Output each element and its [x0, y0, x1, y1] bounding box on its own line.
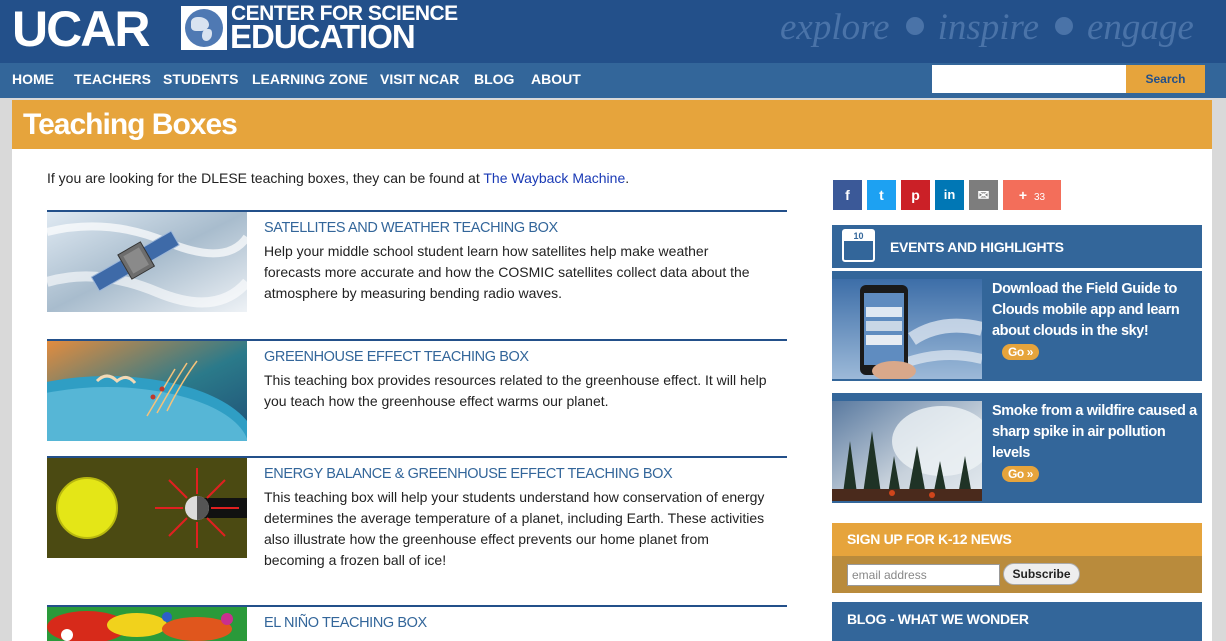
- main-nav: [0, 63, 1226, 98]
- event-text[interactable]: Download the Field Guide to Clouds mobile app and learn about clouds in the sky! Go »: [992, 281, 1180, 359]
- nav-blog[interactable]: BLOG: [474, 71, 515, 87]
- teaching-box-description: This teaching box will help your students understand how conservation of energy determines the average temperature of a planet, including Earth. These activities also illustrate how the greenhouse effect prevents our home planet from becoming a frozen ball of ice!: [264, 489, 765, 568]
- tagline-inspire: inspire: [937, 7, 1039, 48]
- clouds-app-image[interactable]: [832, 279, 982, 379]
- el-nino-thumbnail[interactable]: [47, 607, 247, 641]
- teaching-box-item: [47, 339, 787, 449]
- masthead: [0, 0, 1226, 63]
- page-title: Teaching Boxes: [23, 108, 237, 141]
- logo-center-for-text[interactable]: CENTER FOR SCIENCE: [231, 2, 458, 25]
- event-item: [832, 271, 1202, 381]
- events-heading-bar: [832, 225, 1202, 268]
- events-heading: EVENTS AND HIGHLIGHTS: [890, 239, 1064, 255]
- event-item: [832, 393, 1202, 503]
- plus-icon: +: [1018, 187, 1028, 203]
- pinterest-share-icon[interactable]: p: [901, 180, 930, 210]
- tagline: [780, 6, 1194, 49]
- email-share-icon[interactable]: ✉: [969, 180, 998, 210]
- search-button[interactable]: Search: [1126, 65, 1205, 93]
- greenhouse-thumbnail[interactable]: [47, 341, 247, 441]
- teaching-box-item: [47, 605, 787, 641]
- wayback-machine-link[interactable]: The Wayback Machine: [483, 170, 626, 186]
- email-field[interactable]: email address: [847, 564, 1000, 586]
- teaching-box-title[interactable]: GREENHOUSE EFFECT TEACHING BOX: [264, 349, 529, 365]
- signup-heading-bar: [832, 523, 1202, 556]
- signup-heading: SIGN UP FOR K-12 NEWS: [847, 531, 1012, 547]
- ucar-logo[interactable]: UCAR: [12, 1, 149, 57]
- title-band: [12, 100, 1212, 149]
- teaching-box-item: [47, 210, 787, 330]
- share-count: 33: [1033, 192, 1046, 203]
- logo-education-text[interactable]: EDUCATION: [230, 18, 415, 55]
- tagline-engage: engage: [1087, 7, 1194, 48]
- subscribe-button[interactable]: Subscribe: [1003, 563, 1080, 585]
- signup-form: [832, 556, 1202, 593]
- nav-students[interactable]: STUDENTS: [163, 71, 239, 87]
- twitter-share-icon[interactable]: t: [867, 180, 896, 210]
- tagline-dot-icon: [1055, 17, 1073, 35]
- main-content: [12, 100, 1212, 641]
- event-text[interactable]: Smoke from a wildfire caused a sharp spike in air pollution levels Go »: [992, 403, 1197, 481]
- teaching-box-description: Help your middle school student learn how satellites help make weather forecasts more accurate and how the COSMIC satellites collect data about the atmosphere by measuring bending radio waves.: [264, 243, 750, 301]
- intro-lead: If you are looking for the DLESE teaching boxes, they can be found at: [47, 170, 484, 186]
- wildfire-image[interactable]: [832, 401, 982, 501]
- linkedin-share-icon[interactable]: in: [935, 180, 964, 210]
- globe-logo-icon[interactable]: [181, 6, 227, 50]
- nav-home[interactable]: HOME: [12, 71, 54, 87]
- blog-heading-bar: [832, 602, 1202, 641]
- nav-about[interactable]: ABOUT: [531, 71, 581, 87]
- calendar-icon: 10: [842, 229, 875, 262]
- nav-learning-zone[interactable]: LEARNING ZONE: [252, 71, 368, 87]
- teaching-box-description: This teaching box provides resources related to the greenhouse effect. It will help you teach how the greenhouse effect warms our planet.: [264, 372, 767, 409]
- intro-text: [47, 170, 629, 186]
- nav-teachers[interactable]: TEACHERS: [74, 71, 152, 87]
- intro-end: .: [625, 170, 630, 186]
- teaching-box-title[interactable]: ENERGY BALANCE & GREENHOUSE EFFECT TEACHING BOX: [264, 466, 673, 482]
- teaching-box-item: [47, 456, 787, 596]
- go-button[interactable]: Go »: [1002, 466, 1039, 482]
- energy-balance-thumbnail[interactable]: [47, 458, 247, 558]
- teaching-box-title[interactable]: EL NIÑO TEACHING BOX: [264, 615, 427, 631]
- blog-heading: BLOG - WHAT WE WONDER: [847, 611, 1029, 627]
- teaching-box-title[interactable]: SATELLITES AND WEATHER TEACHING BOX: [264, 220, 558, 236]
- search-input[interactable]: [932, 65, 1126, 93]
- tagline-dot-icon: [906, 17, 924, 35]
- nav-visit-ncar[interactable]: VISIT NCAR: [380, 71, 460, 87]
- facebook-share-icon[interactable]: f: [833, 180, 862, 210]
- satellite-thumbnail[interactable]: [47, 212, 247, 312]
- go-button[interactable]: Go »: [1002, 344, 1039, 360]
- tagline-explore: explore: [780, 7, 890, 48]
- more-share-button[interactable]: [1003, 180, 1061, 210]
